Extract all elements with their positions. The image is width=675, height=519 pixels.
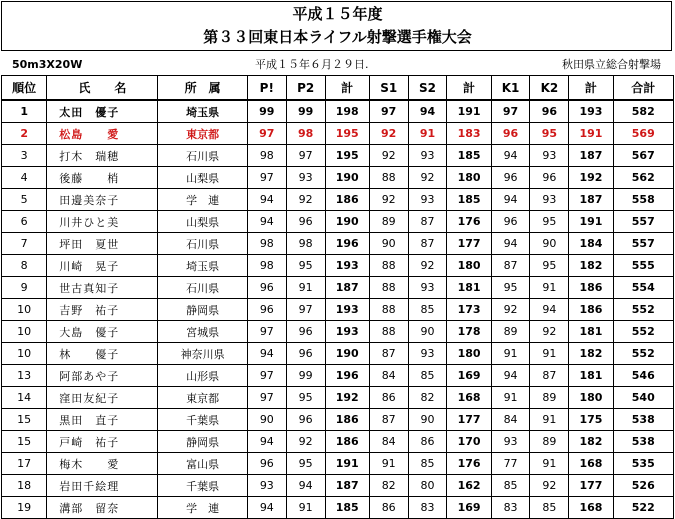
cell-pref: 静岡県 [158,299,248,321]
cell-s2: 87 [408,211,447,233]
cell-s2: 80 [408,475,447,497]
cell-s2: 82 [408,387,447,409]
table-row [2,299,674,321]
header-row [2,76,674,101]
cell-rank: 10 [2,299,47,321]
cell-k1: 96 [491,123,530,145]
cell-name: 窪田友紀子 [47,387,158,409]
cell-k2: 87 [530,365,569,387]
cell-name: 林 優子 [47,343,158,365]
table-row [2,497,674,519]
cell-pref: 埼玉県 [158,100,248,123]
cell-k1: 94 [491,233,530,255]
cell-ks: 184 [569,233,613,255]
cell-pref: 富山県 [158,453,248,475]
cell-pref: 石川県 [158,277,248,299]
cell-s1: 91 [369,453,408,475]
cell-p2: 96 [286,409,325,431]
cell-name: 川井ひと美 [47,211,158,233]
cell-k1: 91 [491,387,530,409]
cell-pref: 山梨県 [158,211,248,233]
cell-ks: 180 [569,387,613,409]
cell-pref: 学 連 [158,189,248,211]
cell-k1: 91 [491,343,530,365]
cell-total: 557 [613,233,673,255]
event-venue: 秋田県立総合射撃場 [562,58,661,71]
table-row [2,277,674,299]
cell-ss: 185 [447,145,491,167]
cell-p1: 98 [247,145,286,167]
cell-p1: 97 [247,167,286,189]
page-subtitle: 第３３回東日本ライフル射撃選手権大会 [203,28,472,46]
cell-k1: 84 [491,409,530,431]
cell-s1: 86 [369,387,408,409]
cell-ps: 193 [325,255,369,277]
cell-k2: 95 [530,255,569,277]
cell-k2: 93 [530,145,569,167]
cell-rank: 10 [2,343,47,365]
column-header: S1 [369,76,408,101]
cell-pref: 埼玉県 [158,255,248,277]
cell-p1: 97 [247,321,286,343]
cell-ps: 191 [325,453,369,475]
cell-ss: 173 [447,299,491,321]
cell-rank: 7 [2,233,47,255]
table-row [2,233,674,255]
column-header: 所 属 [158,76,248,101]
cell-pref: 山形県 [158,365,248,387]
cell-rank: 6 [2,211,47,233]
cell-k1: 94 [491,145,530,167]
cell-name: 後藤 梢 [47,167,158,189]
cell-s2: 93 [408,277,447,299]
cell-k2: 94 [530,299,569,321]
cell-k1: 83 [491,497,530,519]
table-row [2,189,674,211]
cell-pref: 千葉県 [158,475,248,497]
cell-k1: 96 [491,167,530,189]
cell-pref: 千葉県 [158,409,248,431]
cell-total: 554 [613,277,673,299]
results-body [2,100,674,519]
cell-s1: 90 [369,233,408,255]
cell-rank: 9 [2,277,47,299]
cell-name: 打木 瑞穂 [47,145,158,167]
cell-s2: 90 [408,409,447,431]
cell-s2: 92 [408,167,447,189]
cell-s1: 88 [369,299,408,321]
column-header: 計 [569,76,613,101]
cell-p1: 97 [247,365,286,387]
cell-ss: 168 [447,387,491,409]
cell-k2: 85 [530,497,569,519]
cell-total: 526 [613,475,673,497]
cell-ps: 187 [325,475,369,497]
cell-p2: 93 [286,167,325,189]
cell-k2: 96 [530,100,569,123]
cell-ps: 195 [325,123,369,145]
cell-ps: 187 [325,277,369,299]
cell-k1: 87 [491,255,530,277]
cell-ps: 185 [325,497,369,519]
cell-p1: 94 [247,343,286,365]
column-header: P! [247,76,286,101]
cell-s1: 87 [369,409,408,431]
cell-k2: 91 [530,409,569,431]
cell-k2: 91 [530,277,569,299]
event-label: 50m3X20W [12,58,83,71]
table-row [2,167,674,189]
cell-p1: 94 [247,189,286,211]
table-row [2,100,674,123]
cell-name: 阿部あや子 [47,365,158,387]
cell-ps: 193 [325,299,369,321]
cell-ss: 177 [447,409,491,431]
cell-total: 582 [613,100,673,123]
cell-ss: 191 [447,100,491,123]
cell-total: 538 [613,431,673,453]
table-row [2,431,674,453]
cell-rank: 19 [2,497,47,519]
cell-p2: 92 [286,431,325,453]
cell-p2: 98 [286,123,325,145]
column-header: K2 [530,76,569,101]
cell-s1: 82 [369,475,408,497]
cell-p2: 99 [286,100,325,123]
cell-k2: 91 [530,453,569,475]
cell-ss: 170 [447,431,491,453]
cell-total: 538 [613,409,673,431]
cell-p2: 95 [286,387,325,409]
cell-rank: 17 [2,453,47,475]
cell-s1: 92 [369,123,408,145]
cell-s2: 93 [408,145,447,167]
cell-s1: 84 [369,431,408,453]
cell-ps: 186 [325,189,369,211]
cell-s1: 97 [369,100,408,123]
cell-s1: 92 [369,145,408,167]
cell-total: 557 [613,211,673,233]
cell-name: 溝部 留奈 [47,497,158,519]
cell-s2: 83 [408,497,447,519]
cell-p2: 91 [286,497,325,519]
cell-ss: 178 [447,321,491,343]
cell-p2: 94 [286,475,325,497]
cell-pref: 東京都 [158,387,248,409]
cell-total: 546 [613,365,673,387]
cell-k2: 92 [530,475,569,497]
cell-s1: 87 [369,343,408,365]
cell-ks: 182 [569,431,613,453]
cell-p1: 96 [247,299,286,321]
cell-p2: 96 [286,321,325,343]
cell-ps: 186 [325,409,369,431]
cell-ss: 180 [447,255,491,277]
table-row [2,255,674,277]
cell-ks: 182 [569,255,613,277]
cell-ks: 193 [569,100,613,123]
cell-name: 世古真知子 [47,277,158,299]
table-row [2,343,674,365]
cell-rank: 13 [2,365,47,387]
cell-pref: 学 連 [158,497,248,519]
cell-ss: 183 [447,123,491,145]
cell-p1: 94 [247,211,286,233]
cell-ss: 177 [447,233,491,255]
cell-ks: 187 [569,145,613,167]
cell-p2: 98 [286,233,325,255]
cell-pref: 山梨県 [158,167,248,189]
table-row [2,365,674,387]
cell-s2: 91 [408,123,447,145]
cell-ps: 195 [325,145,369,167]
cell-s2: 90 [408,321,447,343]
cell-p1: 93 [247,475,286,497]
column-header: 合計 [613,76,673,101]
cell-name: 川崎 晃子 [47,255,158,277]
cell-k1: 96 [491,211,530,233]
cell-ks: 182 [569,343,613,365]
cell-name: 太田 優子 [47,100,158,123]
cell-total: 540 [613,387,673,409]
cell-ks: 192 [569,167,613,189]
cell-total: 552 [613,299,673,321]
cell-s1: 88 [369,277,408,299]
cell-ss: 185 [447,189,491,211]
cell-name: 田邊美奈子 [47,189,158,211]
table-row [2,409,674,431]
cell-p2: 97 [286,145,325,167]
cell-ss: 169 [447,365,491,387]
cell-total: 522 [613,497,673,519]
cell-s1: 88 [369,255,408,277]
cell-k2: 95 [530,211,569,233]
cell-s2: 85 [408,299,447,321]
cell-rank: 15 [2,431,47,453]
cell-total: 562 [613,167,673,189]
cell-rank: 3 [2,145,47,167]
cell-p1: 97 [247,387,286,409]
cell-name: 梅木 愛 [47,453,158,475]
cell-rank: 15 [2,409,47,431]
table-row [2,321,674,343]
cell-total: 555 [613,255,673,277]
cell-total: 552 [613,321,673,343]
cell-k1: 94 [491,365,530,387]
cell-name: 戸崎 祐子 [47,431,158,453]
cell-ks: 168 [569,453,613,475]
cell-rank: 5 [2,189,47,211]
event-date: 平成１５年６月２９日. [255,58,369,71]
cell-rank: 18 [2,475,47,497]
cell-s1: 84 [369,365,408,387]
cell-ss: 162 [447,475,491,497]
cell-k2: 96 [530,167,569,189]
cell-p1: 98 [247,255,286,277]
cell-s1: 86 [369,497,408,519]
cell-k1: 77 [491,453,530,475]
table-row [2,123,674,145]
cell-ks: 181 [569,365,613,387]
page-title: 平成１５年度 [292,5,383,23]
cell-s2: 85 [408,365,447,387]
cell-s2: 85 [408,453,447,475]
cell-pref: 東京都 [158,123,248,145]
cell-p1: 90 [247,409,286,431]
table-row [2,387,674,409]
cell-ss: 176 [447,211,491,233]
cell-s1: 88 [369,167,408,189]
cell-p2: 96 [286,211,325,233]
cell-k1: 92 [491,299,530,321]
column-header: 計 [447,76,491,101]
cell-k2: 93 [530,189,569,211]
cell-s2: 93 [408,189,447,211]
cell-name: 黒田 直子 [47,409,158,431]
cell-total: 552 [613,343,673,365]
cell-rank: 14 [2,387,47,409]
cell-pref: 宮城県 [158,321,248,343]
column-header: P2 [286,76,325,101]
cell-p1: 94 [247,497,286,519]
cell-rank: 8 [2,255,47,277]
cell-p2: 92 [286,189,325,211]
cell-ps: 196 [325,233,369,255]
cell-k2: 89 [530,387,569,409]
cell-p2: 99 [286,365,325,387]
cell-k1: 97 [491,100,530,123]
cell-ss: 180 [447,167,491,189]
cell-p2: 97 [286,299,325,321]
results-table [1,75,674,519]
table-row [2,211,674,233]
cell-name: 松島 愛 [47,123,158,145]
cell-s1: 88 [369,321,408,343]
cell-total: 535 [613,453,673,475]
cell-ks: 186 [569,299,613,321]
cell-k2: 90 [530,233,569,255]
cell-ks: 186 [569,277,613,299]
cell-p1: 99 [247,100,286,123]
cell-ss: 169 [447,497,491,519]
cell-pref: 神奈川県 [158,343,248,365]
cell-ss: 180 [447,343,491,365]
cell-ps: 190 [325,343,369,365]
cell-k2: 91 [530,343,569,365]
cell-s2: 92 [408,255,447,277]
cell-k1: 89 [491,321,530,343]
cell-total: 558 [613,189,673,211]
cell-p2: 95 [286,255,325,277]
cell-name: 大島 優子 [47,321,158,343]
cell-ks: 181 [569,321,613,343]
cell-ps: 190 [325,167,369,189]
cell-ps: 190 [325,211,369,233]
cell-ks: 187 [569,189,613,211]
cell-rank: 2 [2,123,47,145]
cell-ps: 186 [325,431,369,453]
cell-rank: 4 [2,167,47,189]
cell-ss: 181 [447,277,491,299]
cell-s2: 87 [408,233,447,255]
cell-ks: 191 [569,211,613,233]
cell-p1: 96 [247,277,286,299]
cell-name: 岩田千絵理 [47,475,158,497]
cell-total: 567 [613,145,673,167]
cell-s2: 94 [408,100,447,123]
cell-ks: 177 [569,475,613,497]
cell-p1: 94 [247,431,286,453]
cell-p1: 96 [247,453,286,475]
cell-ps: 193 [325,321,369,343]
cell-k2: 89 [530,431,569,453]
cell-ss: 176 [447,453,491,475]
cell-pref: 静岡県 [158,431,248,453]
table-row [2,145,674,167]
cell-ks: 175 [569,409,613,431]
column-header: S2 [408,76,447,101]
column-header: 氏 名 [47,76,158,101]
cell-s1: 89 [369,211,408,233]
cell-p2: 96 [286,343,325,365]
cell-pref: 石川県 [158,145,248,167]
cell-p2: 95 [286,453,325,475]
cell-rank: 10 [2,321,47,343]
cell-p1: 97 [247,123,286,145]
cell-pref: 石川県 [158,233,248,255]
cell-k1: 95 [491,277,530,299]
cell-p1: 98 [247,233,286,255]
cell-name: 坪田 夏世 [47,233,158,255]
cell-ks: 168 [569,497,613,519]
cell-ks: 191 [569,123,613,145]
cell-ps: 198 [325,100,369,123]
table-row [2,475,674,497]
table-row [2,453,674,475]
column-header: K1 [491,76,530,101]
cell-s1: 92 [369,189,408,211]
cell-s2: 86 [408,431,447,453]
cell-k1: 93 [491,431,530,453]
cell-k1: 94 [491,189,530,211]
column-header: 順位 [2,76,47,101]
cell-ps: 196 [325,365,369,387]
cell-total: 569 [613,123,673,145]
cell-s2: 93 [408,343,447,365]
cell-ps: 192 [325,387,369,409]
cell-k2: 92 [530,321,569,343]
column-header: 計 [325,76,369,101]
cell-name: 吉野 祐子 [47,299,158,321]
cell-k1: 85 [491,475,530,497]
cell-k2: 95 [530,123,569,145]
cell-rank: 1 [2,100,47,123]
cell-p2: 91 [286,277,325,299]
